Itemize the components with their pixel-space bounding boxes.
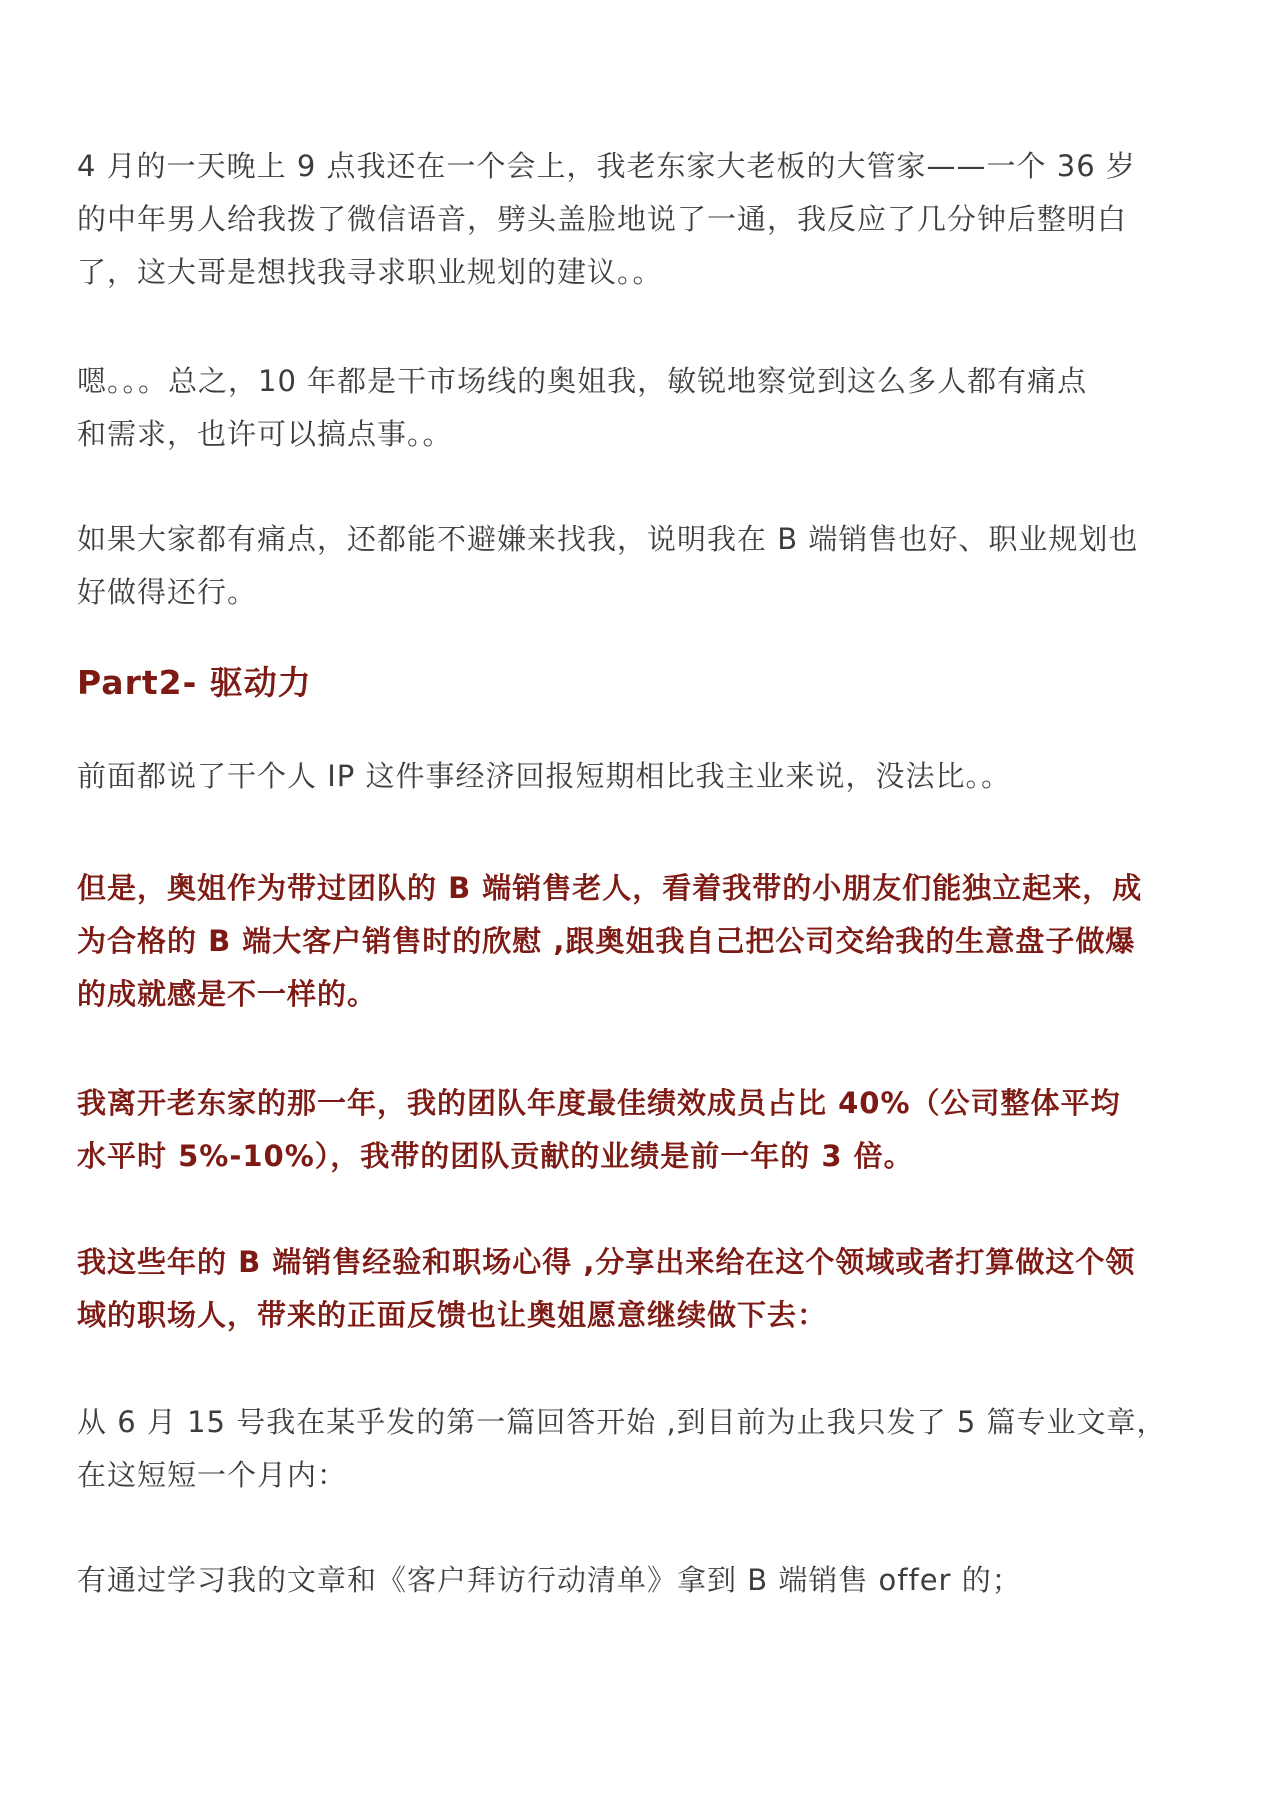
text-line: 的中年男人给我拨了微信语音，劈头盖脸地说了一通，我反应了几分钟后整明白 (77, 202, 1128, 236)
text-line: 好做得还行。 (77, 575, 258, 609)
text-line: 有通过学习我的文章和《客户拜访行动清单》拿到 B 端销售 offer 的； (77, 1563, 1022, 1597)
text-line: 我这些年的 B 端销售经验和职场心得 ,分享出来给在这个领域或者打算做这个领 (77, 1245, 1136, 1279)
paragraph-phone-call (77, 140, 1207, 299)
text-line: 4 月的一天晚上 9 点我还在一个会上，我老东家大老板的大管家——一个 36 岁 (77, 149, 1136, 183)
paragraph-pain-points (77, 355, 1207, 461)
paragraph-economic-return (77, 750, 1207, 803)
text-line: 的成就感是不一样的。 (77, 977, 378, 1011)
text-line: 我离开老东家的那一年，我的团队年度最佳绩效成员占比 40%（公司整体平均 (77, 1086, 1121, 1120)
text-line: 从 6 月 15 号我在某乎发的第一篇回答开始 ,到目前为止我只发了 5 篇专业文章， (77, 1405, 1167, 1439)
paragraph-team-performance (77, 1077, 1207, 1183)
text-line: 前面都说了干个人 IP 这件事经济回报短期相比我主业来说，没法比。。 (77, 759, 1011, 793)
text-line: 如果大家都有痛点，还都能不避嫌来找我，说明我在 B 端销售也好、职业规划也 (77, 522, 1139, 556)
text-line: 域的职场人，带来的正面反馈也让奥姐愿意继续做下去： (77, 1298, 828, 1332)
paragraph-sharing-experience (77, 1236, 1207, 1342)
text-line: 嗯。。。总之，10 年都是干市场线的奥姐我，敏锐地察觉到这么多人都有痛点 (77, 364, 1088, 398)
text-line: 在这短短一个月内： (77, 1458, 348, 1492)
section-heading-part2: Part2- 驱动力 (77, 663, 312, 702)
paragraph-doing-well (77, 513, 1207, 619)
paragraph-team-pride (77, 862, 1207, 1021)
paragraph-offer-result (77, 1554, 1207, 1607)
text-line: 和需求，也许可以搞点事。。 (77, 417, 453, 451)
text-line: 水平时 5%-10%），我带的团队贡献的业绩是前一年的 3 倍。 (77, 1139, 914, 1173)
text-line: 但是，奥姐作为带过团队的 B 端销售老人，看着我带的小朋友们能独立起来，成 (77, 871, 1143, 905)
text-line: 了，这大哥是想找我寻求职业规划的建议。。 (77, 255, 663, 289)
text-line: 为合格的 B 端大客户销售时的欣慰 ,跟奥姐我自己把公司交给我的生意盘子做爆 (77, 924, 1136, 958)
paragraph-first-answer (77, 1396, 1207, 1502)
